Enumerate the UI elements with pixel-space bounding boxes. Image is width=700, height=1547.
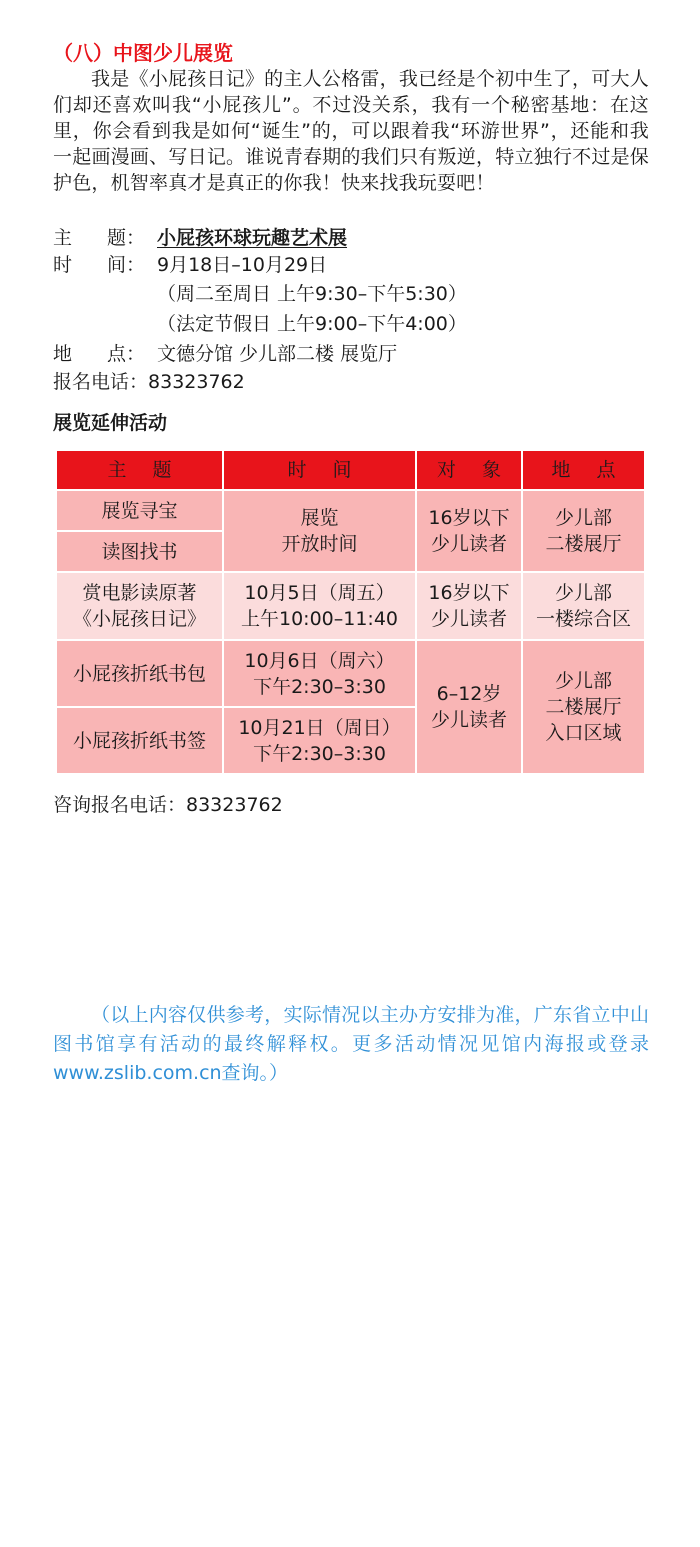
activities-table: [55, 449, 646, 775]
info-row-time: [53, 252, 653, 279]
cell-topic: 展览寻宝: [56, 490, 223, 531]
cell-time: 10月5日（周五） 上午10:00–11:40: [223, 572, 416, 640]
table-row: [56, 572, 645, 640]
phone-value: 83323762: [148, 371, 245, 393]
cell-topic: 小屁孩折纸书签: [56, 707, 223, 774]
header-audience: 对 象: [416, 450, 522, 490]
theme-value: 小屁孩环球玩趣艺术展: [157, 227, 348, 249]
cell-audience: 16岁以下 少儿读者: [416, 572, 522, 640]
place-value: 文德分馆 少儿部二楼 展览厅: [157, 343, 398, 365]
cell-location: 少儿部 二楼展厅 入口区域: [522, 640, 645, 774]
info-row-phone: [53, 369, 653, 396]
time-sub-holiday: （法定节假日 上午9:00–下午4:00）: [157, 313, 467, 335]
cell-time: 展览 开放时间: [223, 490, 416, 572]
cell-audience: 6–12岁 少儿读者: [416, 640, 522, 774]
cell-topic: 小屁孩折纸书包: [56, 640, 223, 707]
table-row: [56, 640, 645, 707]
consult-phone: 咨询报名电话：83323762: [53, 794, 283, 816]
cell-location: 少儿部 二楼展厅: [522, 490, 645, 572]
disclaimer-note: （以上内容仅供参考，实际情况以主办方安排为准，广东省立中山图书馆享有活动的最终解释权。更多活动情况见馆内海报或登录www.zslib.com.cn查询。）: [53, 1004, 649, 1084]
cell-time: 10月6日（周六） 下午2:30–3:30: [223, 640, 416, 707]
section-title: （八）中图少儿展览: [53, 41, 233, 65]
theme-label: 主 题：: [53, 227, 145, 249]
exhibition-info: [53, 225, 653, 396]
time-sub-weekday: （周二至周日 上午9:30–下午5:30）: [157, 283, 467, 305]
intro-paragraph: 我是《小屁孩日记》的主人公格雷，我已经是个初中生了，可大人们却还喜欢叫我“小屁孩儿”。不过没关系，我有一个秘密基地：在这里，你会看到我是如何“诞生”的，可以跟着我“环游世界”，还能和我一起画漫画、写日记。谁说青春期的我们只有叛逆，特立独行不过是保护色，机智率真才是真正的你我！快来找我玩耍吧！: [53, 68, 649, 194]
table-header-row: [56, 450, 645, 490]
place-label: 地 点：: [53, 343, 145, 365]
info-row-place: [53, 339, 653, 369]
time-label: 时 间：: [53, 254, 145, 276]
header-topic: 主 题: [56, 450, 223, 490]
header-time: 时 间: [223, 450, 416, 490]
cell-audience: 16岁以下 少儿读者: [416, 490, 522, 572]
cell-location: 少儿部 一楼综合区: [522, 572, 645, 640]
extension-heading: 展览延伸活动: [53, 412, 168, 434]
cell-topic: 读图找书: [56, 531, 223, 572]
table-row: [56, 490, 645, 531]
info-row-theme: [53, 225, 653, 252]
phone-label: 报名电话：: [53, 371, 149, 393]
cell-topic: 赏电影读原著 《小屁孩日记》: [56, 572, 223, 640]
header-location: 地 点: [522, 450, 645, 490]
cell-time: 10月21日（周日） 下午2:30–3:30: [223, 707, 416, 774]
time-value: 9月18日–10月29日: [157, 254, 328, 276]
